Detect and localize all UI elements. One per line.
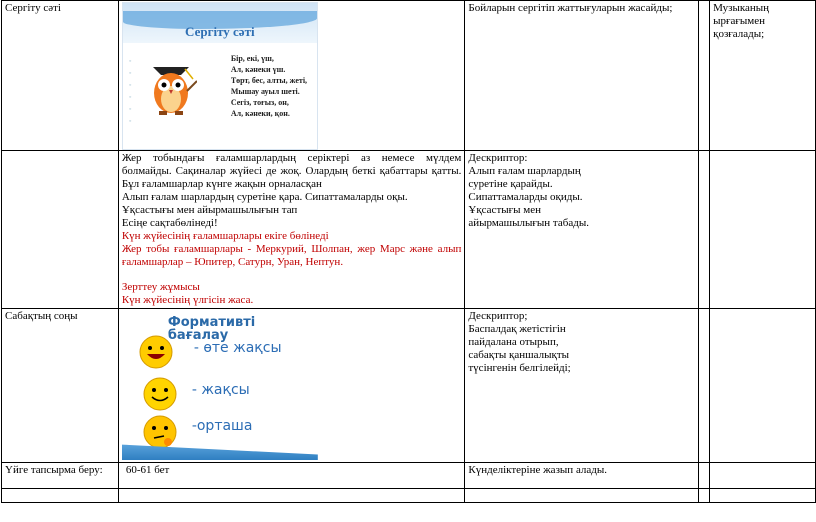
cell-stage-sergitu: Сергіту сәті (2, 1, 119, 151)
grinning-face-icon (138, 334, 174, 370)
formative-assessment-picture: Формативті бағалау - өте жақсы - жақсы -орташа (122, 310, 318, 460)
cell-sergitu-image (118, 1, 465, 151)
sergitu-picture (122, 2, 318, 150)
cell-sergitu-activity: Бойларын сергітіп жаттығуларын жасайды; (465, 1, 699, 151)
smiling-face-icon (142, 376, 178, 412)
cell-stage-empty (2, 151, 119, 309)
cell-homework-pages: 60-61 бет (118, 463, 465, 489)
row-sergitu (2, 1, 816, 151)
cell-empty (699, 1, 710, 151)
cell-empty (699, 309, 710, 463)
lesson-plan-table (1, 0, 816, 503)
owl-teacher-icon (145, 61, 197, 117)
cell-homework-activity: Күнделіктеріне жазып алады. (465, 463, 699, 489)
row-planets (2, 151, 816, 309)
cell-end-descriptor: Дескриптор; Баспалдақ жетістігін пайдалана отырып, сабақты қаншалықты түсінгенін белгілейді; (465, 309, 699, 463)
sergitu-bullets: ◦ ◦ ◦ ◦ ◦ ◦ (128, 57, 132, 125)
sergitu-poem: Бір, екі, үш, Ал, кәнеки үш. Төрт, бес, алты, жеті, Мышау ауыл шеті. Сегіз, тоғыз, он, Ал, кәнеки, қон. (230, 54, 308, 118)
cell-formative-image (118, 309, 465, 463)
cell-empty (699, 463, 710, 489)
cell-sergitu-assessment: Музыканың ырғағымен қозғалады; (710, 1, 816, 151)
cell-stage-homework: Үйге тапсырма беру: (2, 463, 119, 489)
row-lesson-end (2, 309, 816, 463)
cell-stage-end: Сабақтың соңы (2, 309, 119, 463)
cell-planets-text: Жер тобындағы ғаламшарлардың серіктері аз немесе мүлдем болмайды. Сақиналар жүйесі де жоқ. Олардың беткі қабаттары қатты. Бұл ғаламшарлар күнге жақын орналасқан Алып ғалам шарлардың суретіне қара. Сипаттамаларды оқы. Ұқсастығы мен айырмашылығын тап Есіңе сақтабөлінеді! Күн жүйесінің ғаламшарлары екіге бөлінеді Жер тобы ғаламшарлары - Меркурий, Шолпан, жер Марс және алып ғаламшарлар – Юпитер, Сатурн, Уран, Нептун. Зерттеу жұмысы Күн жүйесінің үлгісін жаса. (118, 151, 465, 309)
formative-title: Формативті бағалау (167, 315, 256, 343)
row-homework (2, 463, 816, 489)
sergitu-title: Сергіту сәті (185, 24, 255, 39)
cell-planets-assessment (710, 151, 816, 309)
cell-empty (699, 151, 710, 309)
cell-planets-descriptor: Дескриптор: Алып ғалам шарлардың суретіне қарайды. Сипаттамаларды оқиды. Ұқсастығы мен айырмашылығын табады. (465, 151, 699, 309)
thinking-face-icon (142, 414, 178, 450)
cell-end-assessment (710, 309, 816, 463)
cell-homework-assessment (710, 463, 816, 489)
row-blank (2, 489, 816, 503)
